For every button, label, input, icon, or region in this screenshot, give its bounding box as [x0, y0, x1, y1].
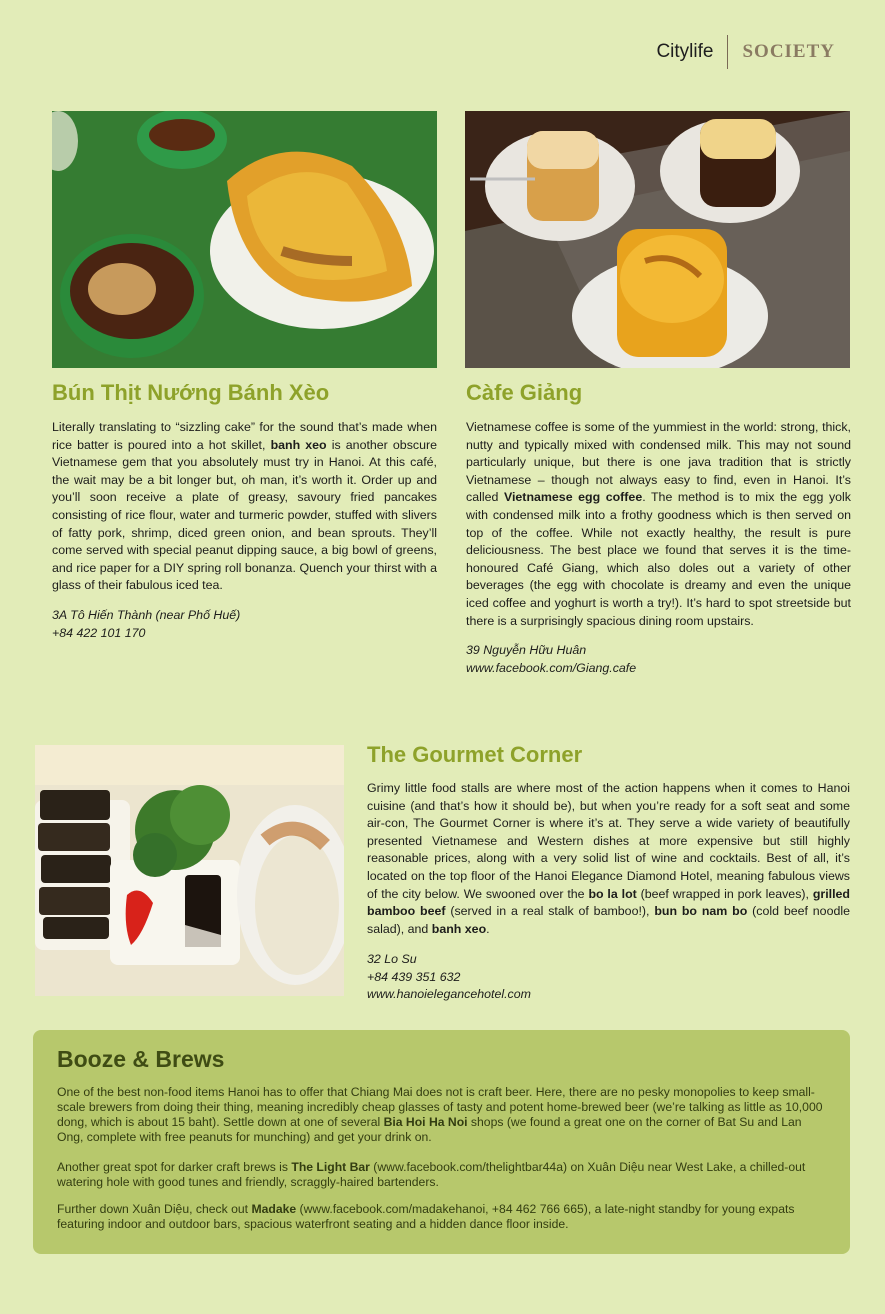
bold-text: bo la lot [588, 886, 637, 901]
egg-coffee-photo [465, 111, 850, 368]
bold-text: banh xeo [270, 437, 327, 452]
cafe-giang-address: 39 Nguyễn Hữu Huân [466, 643, 587, 657]
bold-text: Bia Hoi Ha Noi [383, 1115, 468, 1129]
booze-paragraph-3: Further down Xuân Diệu, check out Madake (www.facebook.com/madakehanoi, +84 462 766 665), a late-night standby for young expats featuring indoor and outdoor bars, spacious waterfront seating and a hidden dance floor inside. [57, 1202, 795, 1231]
gourmet-corner-body: Grimy little food stalls are where most of the action happens when it comes to Hanoi cuisine (and that’s how it should be), but when you’re ready for a soft seat and some air-con, The Gourmet Corner is where it’s at. They serve a wide variety of beautifully presented Vietnamese and Western dishes at more expensive but still highly reasonable prices, along with a very solid list of wine and cocktails. Best of all, it’s located on the top floor of the Hanoi Elegance Diamond Hotel, meaning fabulous views of the city below. We swooned over the bo la lot (beef wrapped in pork leaves), grilled bamboo beef (served in a real stalk of bamboo!), bun bo nam bo (cold beef noodle salad), and banh xeo. [367, 781, 851, 936]
gourmet-corner-website[interactable]: www.hanoielegancehotel.com [367, 987, 531, 1002]
booze-brews-box [33, 1030, 850, 1254]
gourmet-corner-title: The Gourmet Corner [367, 742, 583, 767]
bold-text: The Light Bar [291, 1160, 370, 1174]
section-name: SOCIETY [742, 41, 835, 62]
banh-xeo-photo [52, 111, 437, 368]
banh-xeo-body: Literally translating to “sizzling cake” for the sound that’s made when rice batter is poured into a hot skillet, banh xeo is another obscure Vietnamese gem that you absolutely must try in Hanoi. At this café, the wait may be a bit longer but, oh man, it’s worth it. Order up and you’ll soon receive a plate of greasy, savoury fried pancakes consisting of rice flour, water and turmeric powder, stuffed with slivers of fatty pork, shrimp, diced green onion, and bean sprouts. They’ll come served with special peanut dipping sauce, a big bowl of greens, and rice paper for a DIY spring roll bonanza. Quench your thirst with a glass of their fabulous iced tea. [52, 420, 437, 593]
cafe-giang-title: Càfe Giảng [466, 380, 583, 405]
bold-text: grilled bamboo beef [367, 886, 851, 919]
gourmet-corner-phone: +84 439 351 632 [367, 969, 461, 984]
banh-xeo-address: 3A Tô Hiến Thành (near Phố Huế) [52, 608, 241, 622]
cafe-giang-website[interactable]: www.facebook.com/Giang.cafe [466, 660, 637, 675]
bold-text: Vietnamese egg coffee [503, 490, 643, 505]
booze-paragraph-1: One of the best non-food items Hanoi has to offer that Chiang Mai does not is craft beer. Here, there are no pesky monopolies to keep small-scale brewers from doing their thing, meaning incredibly cheap glasses of tasty and potent home-brewed beer (we’re talking as little as 10,000 dong, which is about 15 baht). Settle down at one of several Bia Hoi Ha Noi shops (we found a great one on the corner of Bat Su and Lan Ong, complete with free peanuts for munching) and get your drink on. [57, 1085, 823, 1144]
bold-text: banh xeo [431, 921, 487, 936]
cafe-giang-contact [466, 642, 636, 677]
bold-text: Madake [251, 1202, 297, 1216]
magazine-header [656, 34, 835, 70]
gourmet-corner-address: 32 Lo Su [367, 952, 417, 966]
banh-xeo-phone: +84 422 101 170 [52, 625, 146, 640]
bold-text: bun bo nam bo [654, 904, 748, 919]
gourmet-corner-photo [35, 745, 344, 996]
banh-xeo-title: Bún Thịt Nướng Bánh Xèo [52, 380, 330, 405]
banh-xeo-contact [52, 607, 240, 642]
booze-brews-title: Booze & Brews [57, 1046, 225, 1072]
cafe-giang-body: Vietnamese coffee is some of the yummiest in the world: strong, thick, nutty and typically mixed with condensed milk. This may not sound particularly unique, but there is one java tradition that is strictly Vietnamese – though not always easy to find, even in Hanoi. It’s called Vietnamese egg coffee. The method is to mix the egg yolk with condensed milk into a frothy goodness which is then served on top of the coffee. While not exactly healthy, the result is pure deliciousness. The best place we found that serves it is the time-honoured Café Giang, which also doles out a variety of other beverages (the egg with chocolate is dreamy and even the unique iced coffee and yoghurt is worth a try!). It’s hard to spot streetside but there is a surprisingly spacious dining room upstairs. [466, 420, 852, 628]
booze-paragraph-2: Another great spot for darker craft brews is The Light Bar (www.facebook.com/thelightbar44a) on Xuân Diệu near West Lake, a chilled-out watering hole with good tunes and friendly, scraggly-haired bartenders. [57, 1160, 806, 1189]
brand-name: Citylife [656, 41, 714, 62]
gourmet-corner-contact [367, 951, 531, 1004]
